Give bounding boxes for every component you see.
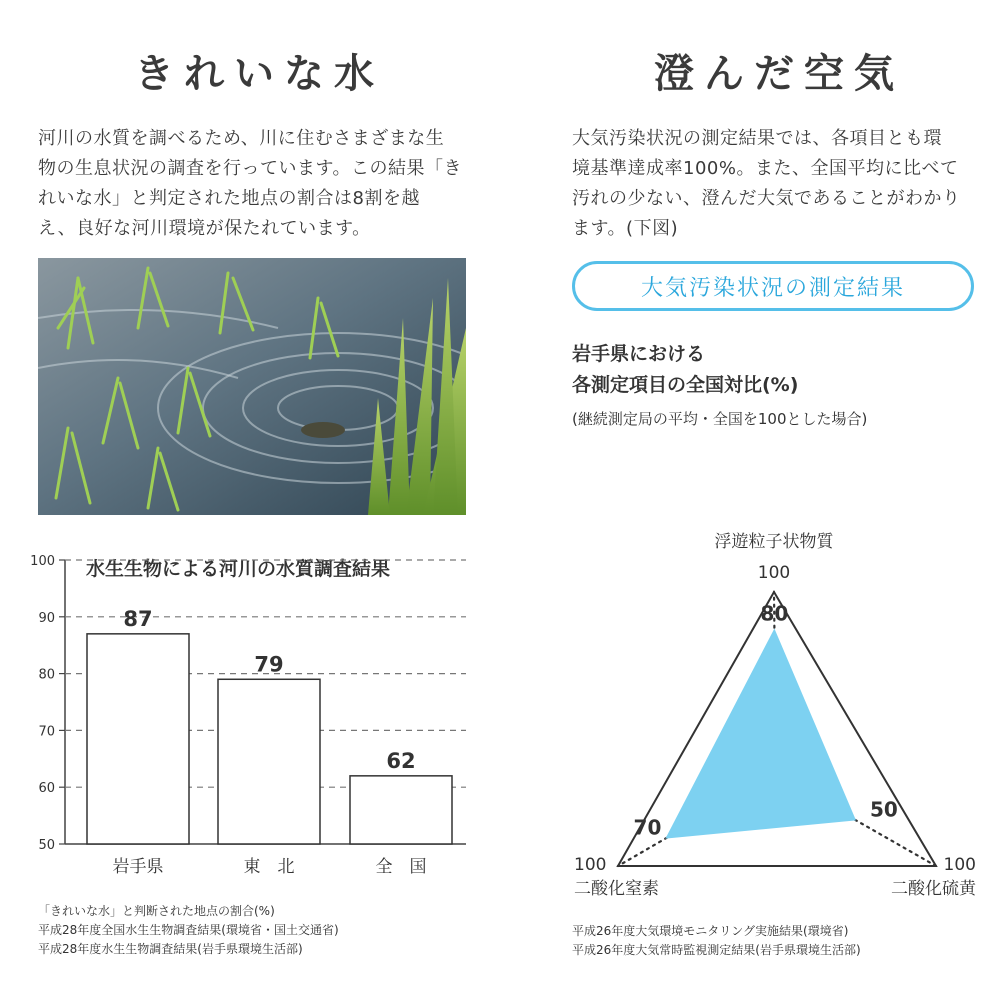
y-tick-label: 90 bbox=[38, 610, 55, 626]
right-paragraph-line: ます。(下図) bbox=[572, 218, 679, 239]
right-paragraph-line: 大気汚染状況の測定結果では、各項目とも環 bbox=[572, 128, 942, 149]
river-photo bbox=[38, 258, 466, 515]
source-line: 平成26年度大気常時監視測定結果(岩手県環境生活部) bbox=[572, 943, 861, 957]
bar-value-label: 87 bbox=[123, 606, 153, 631]
right-source bbox=[572, 922, 861, 960]
radar-heading-line-2: 各測定項目の全国対比(%) bbox=[572, 374, 799, 396]
source-line: 平成26年度大気環境モニタリング実施結果(環境省) bbox=[572, 924, 849, 938]
right-paragraph-line: 境基準達成率100%。また、全国平均に比べて bbox=[572, 158, 959, 179]
radar-value-label: 70 bbox=[633, 815, 662, 840]
left-heading: きれいな水 bbox=[134, 51, 384, 97]
source-line: 「きれいな水」と判断された地点の割合(%) bbox=[38, 904, 275, 918]
left-paragraph-line: 河川の水質を調べるため、川に住むさまざまな生 bbox=[38, 128, 445, 149]
axis-name-label: 二酸化窒素 bbox=[574, 879, 659, 899]
source-line: 平成28年度水生生物調査結果(岩手県環境生活部) bbox=[38, 942, 303, 956]
axis-name-label: 浮遊粒子状物質 bbox=[714, 532, 834, 552]
category-label: 東 北 bbox=[243, 857, 295, 877]
air-pollution-results-label: 大気汚染状況の測定結果 bbox=[572, 261, 974, 311]
right-heading: 澄んだ空気 bbox=[654, 51, 904, 97]
radar-note: (継続測定局の平均・全国を100とした場合) bbox=[572, 410, 868, 428]
left-source bbox=[38, 902, 339, 959]
y-tick-label: 60 bbox=[38, 781, 55, 797]
radar-heading-line-1: 岩手県における bbox=[572, 343, 706, 365]
axis-name-label: 二酸化硫黄 bbox=[891, 879, 976, 899]
y-tick-label: 80 bbox=[38, 667, 55, 683]
right-paragraph-line: 汚れの少ない、澄んだ大気であることがわかり bbox=[572, 188, 961, 209]
axis-max-label: 100 bbox=[943, 855, 976, 875]
left-paragraph-line: え、良好な河川環境が保たれています。 bbox=[38, 218, 371, 239]
category-label: 岩手県 bbox=[112, 857, 164, 877]
bar-value-label: 62 bbox=[386, 748, 416, 773]
axis-max-label: 100 bbox=[574, 855, 607, 875]
radar-chart bbox=[560, 510, 1000, 900]
left-paragraph-line: 物の生息状況の調査を行っています。この結果「き bbox=[38, 158, 463, 179]
right-paragraph bbox=[572, 124, 961, 244]
radar-value-label: 80 bbox=[760, 601, 789, 626]
bar-value-label: 79 bbox=[254, 652, 284, 677]
y-tick-label: 100 bbox=[30, 554, 55, 569]
axis-max-label: 100 bbox=[757, 563, 791, 583]
bar bbox=[87, 634, 189, 844]
category-label: 全 国 bbox=[375, 857, 427, 877]
left-paragraph bbox=[38, 124, 462, 244]
y-tick-label: 50 bbox=[38, 838, 55, 853]
bar bbox=[218, 679, 320, 844]
rice-paddy-water-image bbox=[38, 258, 466, 515]
radar-value-label: 50 bbox=[870, 797, 898, 822]
bar-chart bbox=[0, 540, 480, 885]
bar bbox=[350, 776, 452, 844]
y-tick-label: 70 bbox=[38, 724, 55, 740]
bar-chart-title: 水生生物による河川の水質調査結果 bbox=[86, 558, 391, 580]
source-line: 平成28年度全国水生生物調査結果(環境省・国土交通省) bbox=[38, 923, 339, 937]
left-paragraph-line: れいな水」と判定された地点の割合は8割を越 bbox=[38, 188, 420, 209]
